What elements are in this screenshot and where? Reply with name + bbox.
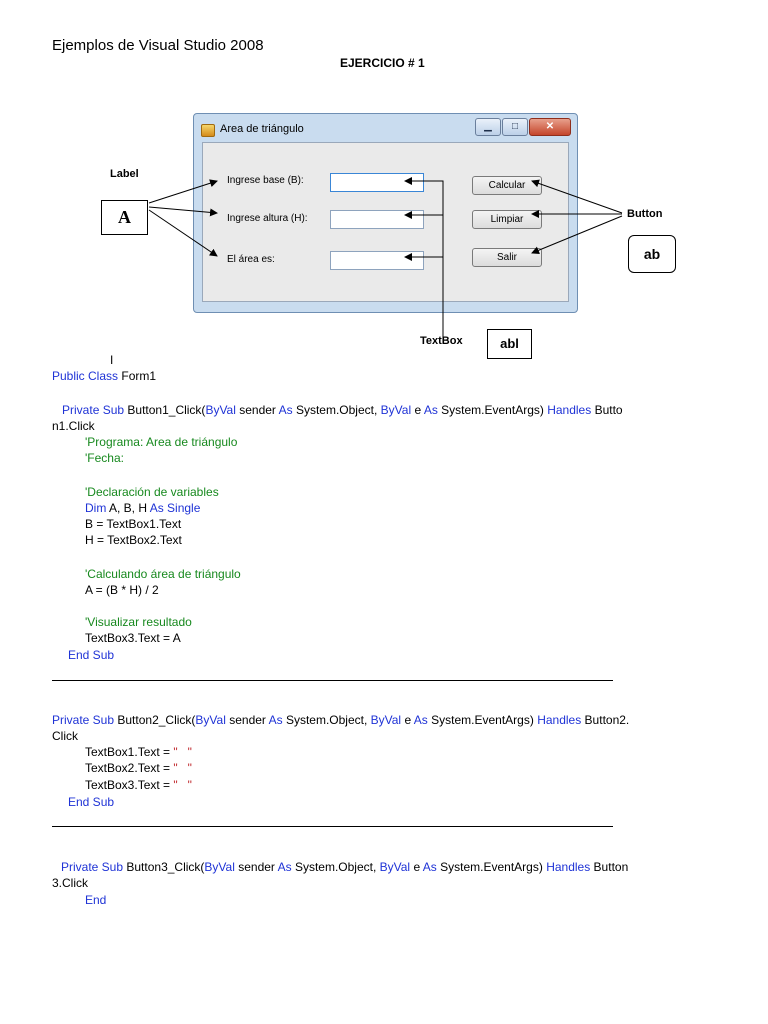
window-title: Area de triángulo [220, 123, 304, 135]
label-annotation: Label [110, 168, 139, 180]
comment-visualizar: 'Visualizar resultado [85, 615, 192, 629]
arrow-button-calcular [532, 181, 622, 213]
cursor-mark: I [110, 353, 114, 367]
comment-programa: 'Programa: Area de triángulo [85, 435, 238, 449]
exercise-title: EJERCICIO # 1 [340, 56, 425, 70]
end-statement: End [85, 893, 107, 907]
comment-fecha: 'Fecha: [85, 451, 124, 465]
label-area: El área es: [227, 254, 275, 265]
comment-calculando: 'Calculando área de triángulo [85, 567, 241, 581]
assign-b: B = TextBox1.Text [85, 517, 182, 531]
button1-signature: Private Sub Button1_Click(ByVal sender As System.Object, ByVal e As System.EventArgs) Handles Butto [62, 403, 623, 417]
salir-button[interactable]: Salir [472, 248, 542, 267]
arrow-button-salir [532, 216, 622, 253]
annotation-arrows [0, 0, 768, 400]
comment-declaracion: 'Declaración de variables [85, 485, 219, 499]
assign-textbox3: TextBox3.Text = A [85, 631, 181, 645]
label-height: Ingrese altura (H): [227, 213, 308, 224]
label-tool-icon: A [101, 200, 148, 235]
class-declaration: Public Class Form1 [52, 369, 157, 383]
button-annotation: Button [627, 208, 663, 220]
assign-h: H = TextBox2.Text [85, 533, 182, 547]
arrow-label-area [149, 210, 217, 256]
document-title: Ejemplos de Visual Studio 2008 [52, 37, 264, 54]
separator-line [52, 680, 613, 681]
clear-textbox1: TextBox1.Text = " " [85, 745, 192, 759]
close-icon[interactable]: ✕ [529, 118, 571, 136]
end-sub-2: End Sub [68, 795, 115, 809]
calcular-button[interactable]: Calcular [472, 176, 542, 195]
button2-signature: Private Sub Button2_Click(ByVal sender As System.Object, ByVal e As System.EventArgs) Handles Button2. [52, 713, 630, 727]
arrow-label-height [149, 207, 217, 213]
clear-textbox3: TextBox3.Text = " " [85, 778, 192, 792]
label-base: Ingrese base (B): [227, 175, 304, 186]
limpiar-button[interactable]: Limpiar [472, 210, 542, 229]
end-sub-1: End Sub [68, 648, 115, 662]
button2-signature-wrap: Click [52, 729, 78, 743]
formula-line: A = (B * H) / 2 [85, 583, 159, 597]
minimize-icon[interactable]: ▁ [475, 118, 501, 136]
clear-textbox2: TextBox2.Text = " " [85, 761, 192, 775]
separator-line [52, 826, 613, 827]
arrow-label-base [149, 181, 217, 203]
textbox-annotation: TextBox [420, 335, 463, 347]
dim-statement: Dim A, B, H As Single [85, 501, 201, 515]
maximize-icon[interactable]: □ [502, 118, 528, 136]
button3-signature-wrap: 3.Click [52, 876, 89, 890]
button3-signature: Private Sub Button3_Click(ByVal sender As System.Object, ByVal e As System.EventArgs) Handles Button [61, 860, 629, 874]
button1-signature-wrap: n1.Click [52, 419, 95, 433]
button-tool-icon: ab [628, 235, 676, 273]
textbox-tool-icon: abl [487, 329, 532, 359]
arrow-textbox-base [405, 181, 443, 338]
